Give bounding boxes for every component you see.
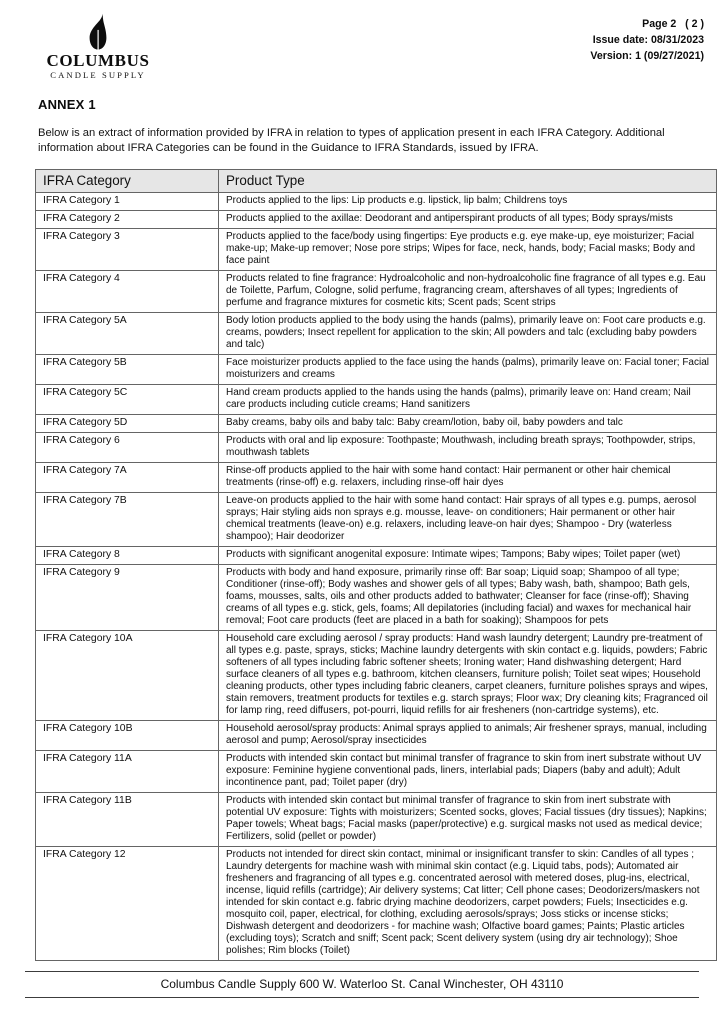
page-meta xyxy=(590,13,704,64)
product-type-cell: Baby creams, baby oils and baby talc: Baby cream/lotion, baby oil, baby powders and talc xyxy=(219,414,717,432)
product-type-cell: Products with oral and lip exposure: Toothpaste; Mouthwash, including breath sprays; Toothpowder, strips, mouthwash tablets xyxy=(219,432,717,462)
product-type-cell: Leave-on products applied to the hair with some hand contact: Hair sprays of all types e.g. pumps, aerosol sprays; Hair styling aids non sprays e.g. mousse, leave- on conditioners; Hair permanent or other hair chemical treatments (leave-on) e.g. relaxers, including leave-on hair dyes; Shampoo - Dry (waterless shampoo); Hair deodorizer xyxy=(219,492,717,546)
table-row xyxy=(36,546,717,564)
ifra-category-cell: IFRA Category 7A xyxy=(36,462,219,492)
ifra-category-cell: IFRA Category 7B xyxy=(36,492,219,546)
product-type-cell: Household aerosol/spray products: Animal sprays applied to animals; Air freshener sprays, manual, including aerosol and pump; Aerosol/spray insecticides xyxy=(219,720,717,750)
page-number: Page 2 ( 2 ) xyxy=(642,18,704,30)
ifra-category-cell: IFRA Category 12 xyxy=(36,846,219,960)
ifra-category-cell: IFRA Category 5B xyxy=(36,354,219,384)
table-row xyxy=(36,750,717,792)
footer-address: Columbus Candle Supply 600 W. Waterloo St. Canal Winchester, OH 43110 xyxy=(160,977,564,991)
table-row xyxy=(36,846,717,960)
product-type-cell: Products applied to the axillae: Deodorant and antiperspirant products of all types; Body sprays/mists xyxy=(219,210,717,228)
ifra-category-cell: IFRA Category 5A xyxy=(36,312,219,354)
product-type-cell: Products with significant anogenital exposure: Intimate wipes; Tampons; Baby wipes; Toilet paper (wet) xyxy=(219,546,717,564)
page-footer xyxy=(25,971,699,998)
table-header-row xyxy=(36,169,717,192)
version: Version: 1 (09/27/2021) xyxy=(590,50,704,62)
intro-paragraph: Below is an extract of information provided by IFRA in relation to types of application present in each IFRA Category. Additional information about IFRA Categories can be found in the Guidance to IFRA Standards, issued by IFRA. xyxy=(38,127,665,155)
ifra-category-table xyxy=(35,169,717,961)
table-row xyxy=(36,630,717,720)
product-type-cell: Household care excluding aerosol / spray products: Hand wash laundry detergent; Laundry pre-treatment of all types e.g. paste, sprays, sticks; Machine laundry detergents with skin contact e.g. liquids, powders; Fabric softeners of all types including fabric softener sheets; Ironing water; Hand dishwashing detergent; Hard surface cleaners of all types e.g. bathroom, kitchen cleansers, furniture polish; Toilet seat wipes; Household cleaning products, other types including fabric cleaners, carpet cleaners, furniture polishes sprays and wipes, stain removers, treatment products for textiles e.g. starch sprays; Floor wax; Dry cleaning kits; Fragranced oil for lamp ring, reed diffusers, pot-pourri, liquid refills for air fresheners (non-cartridge systems), etc. xyxy=(219,630,717,720)
company-tagline: CANDLE SUPPLY xyxy=(50,70,146,80)
table-row xyxy=(36,228,717,270)
annex-title: ANNEX 1 xyxy=(38,97,96,112)
company-name: COLUMBUS xyxy=(46,51,150,70)
issue-date: Issue date: 08/31/2023 xyxy=(592,34,704,46)
product-type-cell: Rinse-off products applied to the hair with some hand contact: Hair permanent or other hair chemical treatments (rinse-off) e.g. relaxers, including rinse-off hair dyes xyxy=(219,462,717,492)
ifra-category-cell: IFRA Category 4 xyxy=(36,270,219,312)
product-type-cell: Products with intended skin contact but minimal transfer of fragrance to skin from inert substrate without UV exposure: Feminine hygiene conventional pads, liners, interlabial pads; Diapers (baby and adult); Adult incontinence pant, pad; Toilet paper (dry) xyxy=(219,750,717,792)
table-row xyxy=(36,270,717,312)
table-row xyxy=(36,720,717,750)
product-type-cell: Face moisturizer products applied to the face using the hands (palms), primarily leave on: Facial toner; Facial moisturizers and creams xyxy=(219,354,717,384)
table-row xyxy=(36,564,717,630)
table-row xyxy=(36,432,717,462)
table-row xyxy=(36,462,717,492)
table-row xyxy=(36,354,717,384)
product-type-cell: Products with intended skin contact but minimal transfer of fragrance to skin from inert substrate with potential UV exposure: Tights with moisturizers; Scented socks, gloves; Facial tissues (dry tissues); Napkins; Paper towels; Wheat bags; Facial masks (paper/protective) e.g. surgical masks not used as medical device; Fertilizers, solid (pellet or powder) xyxy=(219,792,717,846)
product-type-cell: Products with body and hand exposure, primarily rinse off: Bar soap; Liquid soap; Shampoo of all type; Conditioner (rinse-off); Body washes and shower gels of all types; Baby wash, bath, shampoo; Bath gels, foams, mousses, salts, oils and other products added to bathwater; Cleanser for face (rinse-off); Shaving creams of all types e.g. stick, gels, foams; All depilatories (including facial) and waxes for mechanical hair removal; Foot care products (feet are placed in a bath for soaking); Shampoos for pets xyxy=(219,564,717,630)
candle-flame-icon xyxy=(84,13,112,51)
column-header-product-type: Product Type xyxy=(219,169,717,192)
ifra-category-cell: IFRA Category 9 xyxy=(36,564,219,630)
ifra-category-cell: IFRA Category 5C xyxy=(36,384,219,414)
ifra-category-cell: IFRA Category 5D xyxy=(36,414,219,432)
table-row xyxy=(36,414,717,432)
table-row xyxy=(36,492,717,546)
ifra-category-cell: IFRA Category 1 xyxy=(36,192,219,210)
ifra-category-cell: IFRA Category 10A xyxy=(36,630,219,720)
product-type-cell: Products related to fine fragrance: Hydroalcoholic and non-hydroalcoholic fine fragrance of all types e.g. Eau de Toilette, Parfum, Cologne, solid perfume, fragrancing cream, aftershaves of all types; Ingredients of perfume and fragrance mixtures for cosmetic kits; Scent pads; Scent strips xyxy=(219,270,717,312)
ifra-category-cell: IFRA Category 6 xyxy=(36,432,219,462)
table-row xyxy=(36,384,717,414)
ifra-category-cell: IFRA Category 10B xyxy=(36,720,219,750)
table-row xyxy=(36,210,717,228)
table-row xyxy=(36,312,717,354)
product-type-cell: Products applied to the lips: Lip products e.g. lipstick, lip balm; Childrens toys xyxy=(219,192,717,210)
ifra-category-cell: IFRA Category 11A xyxy=(36,750,219,792)
page-header xyxy=(0,0,724,80)
ifra-category-cell: IFRA Category 11B xyxy=(36,792,219,846)
ifra-category-cell: IFRA Category 8 xyxy=(36,546,219,564)
product-type-cell: Products not intended for direct skin contact, minimal or insignificant transfer to skin: Candles of all types ; Laundry detergents for machine wash with minimal skin contact (e.g. Liquid tabs, pods); Automated air fresheners and fragrancing of all types e.g. concentrated aerosol with metered doses, plug-ins, electrical, incense, liquid refills (cartridge); Air delivery systems; Cat litter; Cell phone cases; Deodorizers/maskers not intended for skin contact e.g. fabric drying machine deodorizers, carpet powders; Fuels; Insecticides e.g. mosquito coil, paper, electrical, for clothing, excluding aerosols/sprays; Joss sticks or incense sticks; Dishwash detergent and deodorizers - for machine wash; Olfactive board games; Paints; Plastic articles (excluding toys); Scratch and sniff; Scent pack; Scent delivery system (using dry air technology); Shoe polishes; Rim blocks (Toilet) xyxy=(219,846,717,960)
company-logo xyxy=(42,13,154,80)
table-row xyxy=(36,792,717,846)
ifra-category-cell: IFRA Category 2 xyxy=(36,210,219,228)
product-type-cell: Hand cream products applied to the hands using the hands (palms), primarily leave on: Hand cream; Nail care products including cuticle creams; Hand sanitizers xyxy=(219,384,717,414)
product-type-cell: Products applied to the face/body using fingertips: Eye products e.g. eye make-up, eye moisturizer; Facial make-up; Make-up remover; Nose pore strips; Wipes for face, neck, hands, body; Facial masks; Body and face paint xyxy=(219,228,717,270)
product-type-cell: Body lotion products applied to the body using the hands (palms), primarily leave on: Foot care products e.g. creams, powders; Insect repellent for application to the skin; All powders and talc (excluding baby powders and talc) xyxy=(219,312,717,354)
ifra-category-cell: IFRA Category 3 xyxy=(36,228,219,270)
column-header-ifra-category: IFRA Category xyxy=(36,169,219,192)
table-row xyxy=(36,192,717,210)
